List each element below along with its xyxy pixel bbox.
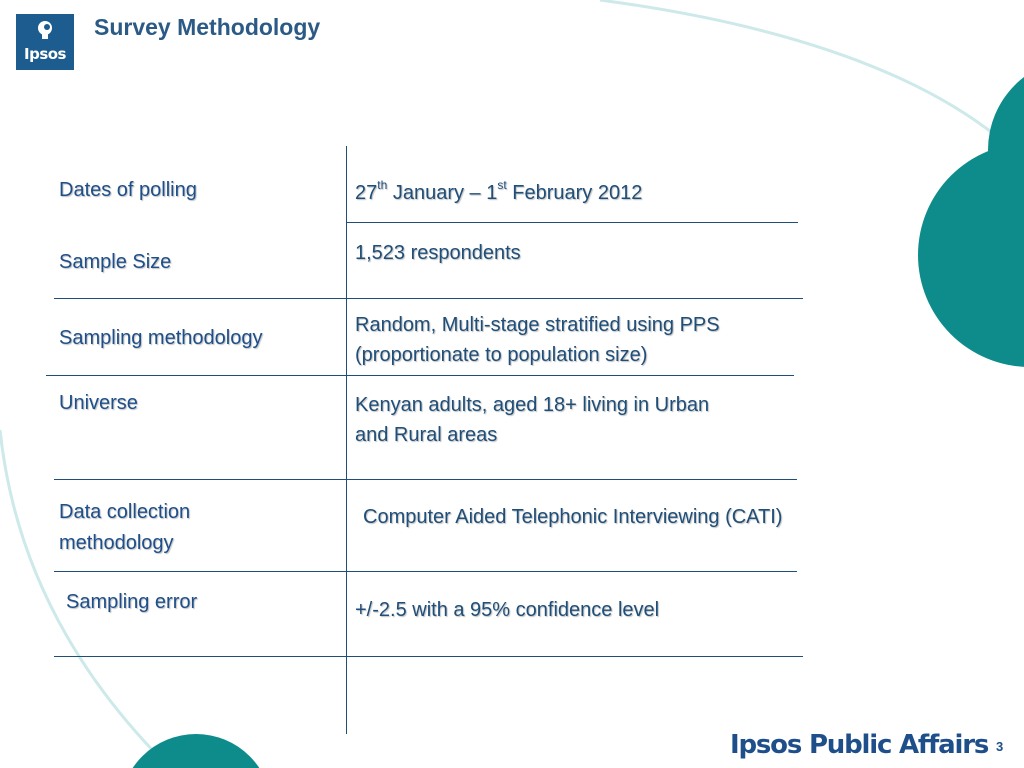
value-sampling-methodology-line2: (proportionate to population size)	[355, 344, 648, 366]
decorative-arc-top	[600, 0, 1024, 160]
value-sampling-methodology-line1: Random, Multi-stage stratified using PPS	[355, 314, 720, 336]
footer-brand: Ipsos Public Affairs	[730, 730, 989, 760]
value-part: January – 1	[387, 182, 498, 204]
label-sampling-methodology: Sampling methodology	[59, 327, 263, 349]
page-number: 3	[996, 739, 1004, 754]
label-universe: Universe	[59, 392, 138, 414]
row-divider	[54, 298, 803, 299]
teal-circle-right	[918, 143, 1024, 367]
value-sample-size: 1,523 respondents	[355, 242, 521, 264]
value-part: February 2012	[506, 182, 643, 204]
logo-text: Ipsos	[24, 45, 66, 63]
ipsos-logo	[16, 14, 74, 70]
row-divider	[347, 222, 798, 223]
value-part: 27	[355, 182, 378, 204]
row-divider	[54, 479, 797, 480]
row-divider	[54, 571, 797, 572]
value-data-collection: Computer Aided Telephonic Interviewing (CATI)	[363, 506, 783, 528]
label-data-collection-line1: Data collection	[59, 501, 191, 523]
value-superscript: st	[497, 178, 507, 193]
value-universe-line1: Kenyan adults, aged 18+ living in Urban	[355, 394, 710, 416]
value-dates-of-polling	[355, 178, 642, 209]
label-sampling-error: Sampling error	[66, 591, 198, 613]
value-universe-line2: and Rural areas	[355, 424, 498, 446]
column-divider	[346, 146, 347, 734]
logo-head-icon	[36, 20, 54, 40]
row-divider	[46, 375, 794, 376]
label-sample-size: Sample Size	[59, 251, 172, 273]
value-superscript: th	[377, 178, 388, 193]
label-dates-of-polling: Dates of polling	[59, 179, 197, 201]
row-divider	[54, 656, 803, 657]
page-title: Survey Methodology	[94, 14, 321, 40]
value-sampling-error: +/-2.5 with a 95% confidence level	[355, 599, 660, 621]
label-data-collection-line2: methodology	[59, 532, 174, 554]
